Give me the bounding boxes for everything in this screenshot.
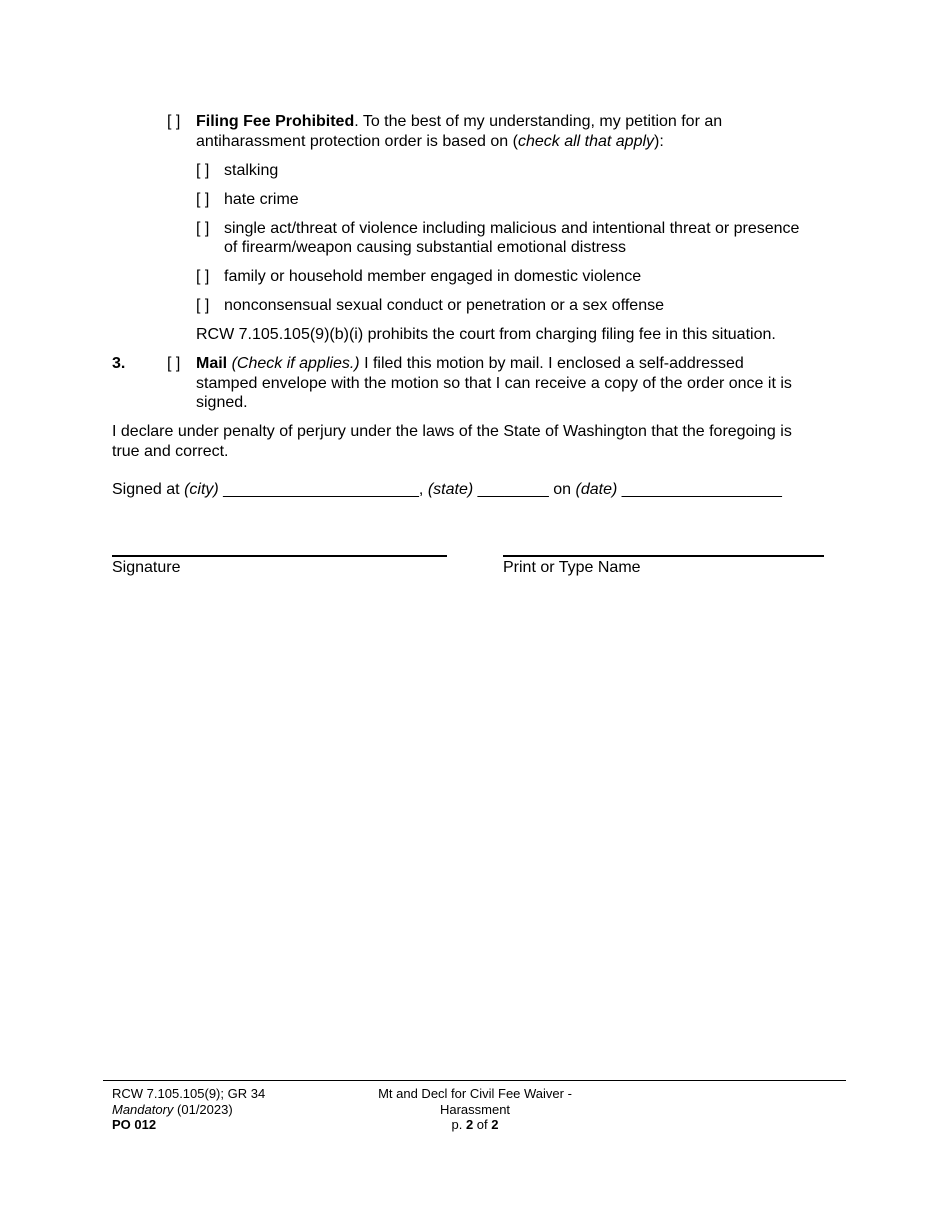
option-single-act-label-line2: of firearm/weapon causing substantial emotional distress [224, 239, 626, 256]
option-single-act-label-line1: single act/threat of violence including malicious and intentional threat or presence [224, 220, 800, 237]
mail-line2: stamped envelope with the motion so that I can receive a copy of the order once it is [196, 375, 792, 392]
option-single-act-checkbox[interactable]: [ ] [196, 220, 210, 237]
signature-label: Signature [112, 559, 181, 576]
footer-page-total: 2 [491, 1117, 499, 1132]
option-family-label: family or household member engaged in domestic violence [224, 268, 642, 285]
date-label: (date) [575, 481, 618, 498]
city-label: (city) [184, 481, 219, 498]
state-label: (state) [427, 481, 474, 498]
declaration-line1: I declare under penalty of perjury under the laws of the State of Washington that the foregoing is [112, 423, 792, 440]
filing-fee-checkbox[interactable]: [ ] [167, 113, 181, 130]
footer-page-of: of [473, 1117, 492, 1132]
filing-fee-intro-2c: ): [654, 133, 664, 150]
declaration-line2: true and correct. [112, 443, 229, 460]
footer-rule [103, 1080, 846, 1081]
mail-checkbox[interactable]: [ ] [167, 355, 181, 372]
mail-line1-text: I filed this motion by mail. I enclosed a self-addressed [359, 355, 744, 372]
rcw-note: RCW 7.105.105(9)(b)(i) prohibits the court from charging filing fee in this situation. [196, 326, 776, 343]
footer-mandatory: Mandatory [112, 1102, 174, 1117]
footer-page-current: 2 [465, 1117, 474, 1132]
footer-mandatory-line [112, 1102, 233, 1117]
print-name-line[interactable] [503, 555, 824, 557]
print-name-label: Print or Type Name [503, 559, 641, 576]
mail-title: Mail [196, 355, 228, 372]
footer-title-line1: Mt and Decl for Civil Fee Waiver - [378, 1086, 572, 1101]
footer-form-id: PO 012 [112, 1117, 157, 1132]
option-stalking-label: stalking [224, 162, 279, 179]
section-number-3: 3. [112, 355, 126, 372]
footer-page-prefix: p. [451, 1117, 466, 1132]
filing-fee-intro-line2 [196, 132, 664, 152]
option-nonconsensual-label: nonconsensual sexual conduct or penetration or a sex offense [224, 297, 664, 314]
footer-date-code: (01/2023) [173, 1102, 233, 1117]
filing-fee-intro-text: . To the best of my understanding, my petition for an [354, 113, 723, 130]
option-stalking-checkbox[interactable]: [ ] [196, 162, 210, 179]
city-blank[interactable]: ______________________, [218, 481, 428, 498]
mail-line1 [196, 354, 744, 374]
state-blank[interactable]: ________ on [473, 481, 576, 498]
mail-qualifier: (Check if applies.) [231, 355, 360, 372]
footer-title-line2: Harassment [439, 1102, 511, 1117]
option-family-checkbox[interactable]: [ ] [196, 268, 210, 285]
mail-line3: signed. [196, 394, 248, 411]
footer-statute: RCW 7.105.105(9); GR 34 [112, 1086, 266, 1101]
option-hate-crime-label: hate crime [224, 191, 299, 208]
filing-fee-intro-line1 [196, 112, 722, 132]
signature-line[interactable] [112, 555, 447, 557]
filing-fee-title: Filing Fee Prohibited [196, 113, 355, 130]
filing-fee-intro-2b: check all that apply [517, 133, 655, 150]
signed-at-label: Signed at [112, 481, 185, 498]
signed-at-line [112, 480, 782, 500]
date-blank[interactable]: __________________ [617, 481, 782, 498]
option-nonconsensual-checkbox[interactable]: [ ] [196, 297, 210, 314]
option-hate-crime-checkbox[interactable]: [ ] [196, 191, 210, 208]
footer-page-number [355, 1117, 595, 1132]
filing-fee-intro-2a: antiharassment protection order is based on ( [196, 133, 518, 150]
